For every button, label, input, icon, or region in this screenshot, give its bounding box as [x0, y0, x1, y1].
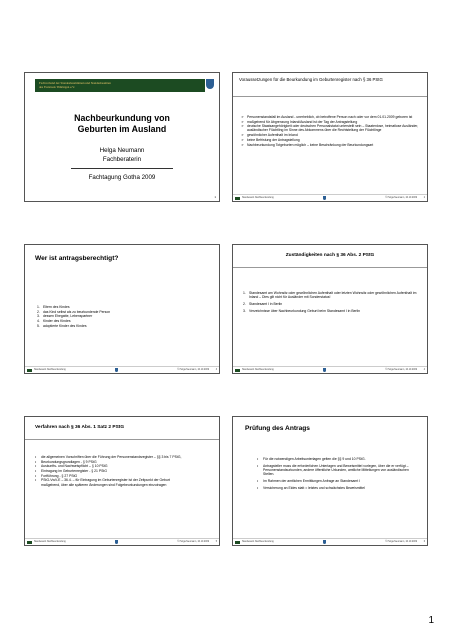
crest-icon: [115, 540, 118, 544]
slide-5: [24, 416, 220, 546]
slide-footer: Standesamt Nachbeurkundung © Helga Neumann, 10.10.2009 2: [233, 194, 427, 201]
list-item: • Versicherung an Eides statt = letztes und schwächstes Beweismittel: [257, 486, 365, 491]
slide-number: 1: [214, 196, 216, 199]
arrow-bullet-icon: ➢: [241, 142, 244, 147]
crest-icon: [323, 368, 326, 372]
list-item: • Fortführung - § 27 PStG: [35, 473, 78, 478]
page-number: 1: [428, 615, 434, 626]
banner-line-2: des Freistaats Thüringen e.V.: [39, 85, 75, 89]
list-item: 1. Eltern des Kindes: [37, 305, 70, 309]
list-item: • Eintragung im Geburtenregister - § 21 PStG: [35, 469, 107, 474]
list-item: 3. dessen Ehegatte, Lebenspartner: [37, 314, 93, 319]
slide-4: [232, 244, 428, 374]
list-item: • PStG-VwV-E – 36.4. – für Eintragung im Geburtenregister ist der Zeitpunkt der Geburt maßgebend, über alle späteren Änderungen sind Folgebeurkundungen einzutragen: [35, 478, 170, 487]
slide1-event: Fachtagung Gotha 2009: [88, 174, 156, 181]
list-item: ➢ Personenstandsfall im Ausland - unerheblich, ob betroffene Person nach oder vor dem 01.01.2009 geboren ist: [241, 115, 413, 119]
banner-line-1: Fachverband der Standesbeamtinnen und Standesbeamten: [39, 81, 111, 85]
list-item: 2. Standesamt I in Berlin: [243, 302, 283, 307]
arrow-bullet-icon: ➢: [241, 119, 244, 124]
slide-3: [24, 244, 220, 374]
logo-icon: [27, 369, 32, 372]
slide-footer: Standesamt Nachbeurkundung © Helga Neumann, 10.10.2009 3: [25, 366, 219, 373]
slide-footer: Standesamt Nachbeurkundung © Helga Neumann, 10.10.2009 5: [25, 538, 219, 545]
slide1-title: Nachbeurkundung von Geburten im Ausland: [74, 113, 170, 134]
logo-icon: [235, 541, 240, 544]
arrow-bullet-icon: ➢: [241, 124, 244, 129]
crest-icon: [115, 368, 118, 372]
slide1-role: Fachberaterin: [102, 156, 142, 163]
crest-icon: [323, 196, 326, 200]
list-item: ➢ deutsche Staatsangehörigkeit oder deutschen Personalstatut unterstellt sein – Staatenlose, heimatlose Ausländer, ausländischer Flüchtling im Sinne des Abkommens über die Rechtstellung der Flüchtlinge: [241, 124, 419, 133]
slide4-list: [243, 291, 417, 316]
slide4-title: Zuständigkeiten nach § 36 Abs. 2 PStG: [285, 253, 375, 258]
slide6-list: [257, 457, 413, 494]
arrow-bullet-icon: ➢: [241, 115, 244, 119]
slide-footer: Standesamt Nachbeurkundung © Helga Neumann, 10.10.2009 4: [233, 366, 427, 373]
list-item: 2. das Kind selbst als zu beurkundende Person: [37, 309, 111, 314]
slide5-title-box: [25, 417, 219, 440]
list-item: ➢ maßgebend für Abgrenzung Inland/Ausland ist der Tag der Antragstellung: [241, 119, 358, 124]
list-item: ➢ Nachbeurkundung Totgeburten möglich – keine Beschränkung der Beurkundungsart: [241, 142, 374, 147]
list-item: 1. Standesamt am Wohnsitz oder gewöhnlichen Aufenthalt oder letzten Wohnsitz oder gewöhnlichen Aufenthalt im Inland – Dies gilt nicht für Ausländer mit Sonderstatus!: [243, 291, 417, 300]
logo-icon: [235, 369, 240, 372]
crest-icon: [206, 79, 214, 89]
slide1-banner: [35, 79, 205, 92]
slide1-author: Helga Neumann: [99, 147, 145, 154]
slide5-title: Verfahren nach § 36 Abs. 1 Satz 2 PStG: [35, 425, 125, 430]
divider: [71, 168, 173, 169]
slide6-title: Prüfung des Antrags: [245, 425, 310, 432]
list-item: 5. adoptierte Kinder des Kindes: [37, 323, 87, 328]
slide-6: [232, 416, 428, 546]
list-item: • Im Rahmen der amtlichen Ermittlungen Anfrage an Standesamt I: [257, 479, 361, 484]
list-item: ➢ gewöhnlicher Aufenthalt im Inland: [241, 133, 298, 138]
slide3-list: [37, 305, 209, 328]
slide5-list: [35, 455, 183, 487]
logo-icon: [27, 541, 32, 544]
slide2-list: [241, 115, 419, 147]
slide2-title-box: [233, 73, 427, 97]
list-item: ➢ keine Befristung der Antragstellung: [241, 137, 300, 142]
list-item: • Antragsteller muss die erforderlichen Unterlagen und Beweismittel vorlegen, über die er verfügt – Personenstandsurkunden, andere öffentliche Urkunden, amtliche Mitteilungen von ausländischen Stellen.: [257, 464, 409, 477]
logo-icon: [235, 197, 240, 200]
list-item: • Für die notwendigen Arbeitsunterlagen gelten die §§ 9 und 10 PStG.: [257, 457, 366, 461]
list-item: • Beurkundungsgrundlagen - § 9 PStG: [35, 459, 97, 464]
slide-2: [232, 72, 428, 202]
slide-1: [24, 72, 220, 202]
list-item: • die allgemeinen Vorschriften über die Führung der Personenstandsregister – §§ 3 bis 7 PStG,: [35, 455, 182, 459]
slide3-title: Wer ist antragsberechtigt?: [35, 255, 119, 262]
crest-icon: [323, 540, 326, 544]
list-item: 4. Kinder des Kindes: [37, 319, 71, 324]
arrow-bullet-icon: ➢: [241, 137, 244, 142]
list-item: • Auskunfts- und Nachweispflicht – § 10 PStG: [35, 464, 108, 469]
slide2-title: Voraussetzungen für die Beurkundung im Geburtenregister nach § 36 PStG: [239, 77, 383, 82]
slide-footer: Standesamt Nachbeurkundung © Helga Neumann, 10.10.2009 6: [233, 538, 427, 545]
list-item: 3. Verzeichnisse über Nachbeurkundung Geburt beim Standesamt I in Berlin: [243, 309, 361, 314]
slide4-title-box: [233, 245, 427, 268]
arrow-bullet-icon: ➢: [241, 133, 244, 138]
